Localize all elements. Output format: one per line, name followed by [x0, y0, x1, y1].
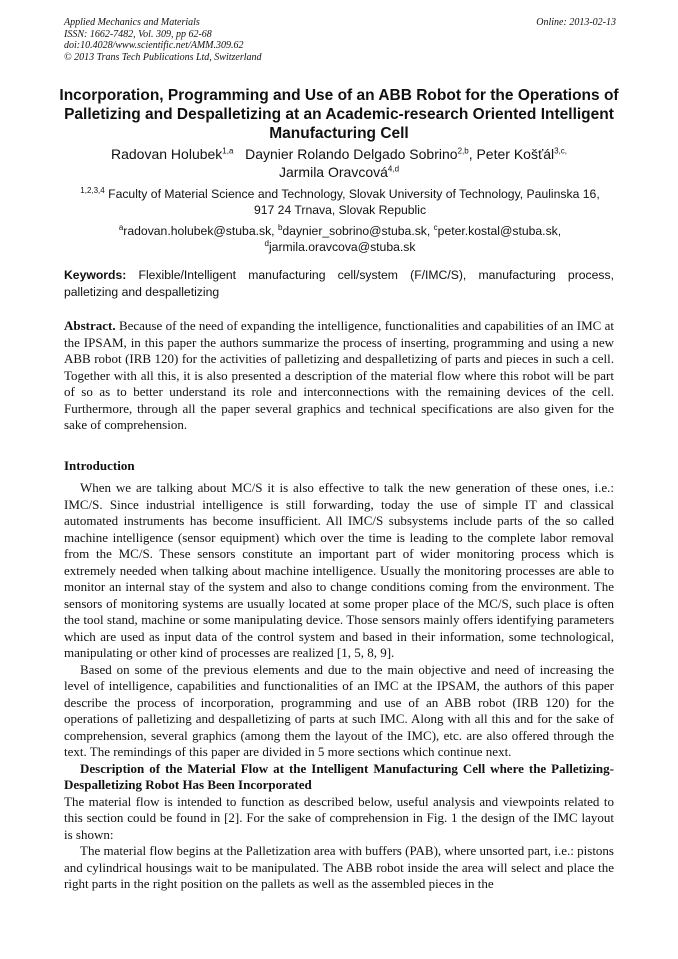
journal-name: Applied Mechanics and Materials [64, 17, 200, 28]
email-address[interactable]: radovan.holubek@stuba.sk, [123, 224, 278, 238]
copyright-line: © 2013 Trans Tech Publications Ltd, Switzerland [64, 51, 262, 63]
author-superscript: 4,d [387, 164, 400, 174]
keywords-text: Flexible/Intelligent manufacturing cell/system (F/IMC/S), manufacturing process, palletizing and despalletizing [64, 268, 614, 299]
email-address[interactable]: daynier_sobrino@stuba.sk, [282, 224, 434, 238]
email-superscript: c [433, 222, 438, 232]
abstract [64, 318, 614, 434]
issn-line: ISSN: 1662-7482, Vol. 309, pp 62-68 [64, 28, 212, 40]
email-address[interactable]: peter.kostal@stuba.sk, [437, 224, 562, 238]
author-superscript: 3,c, [554, 146, 567, 156]
author-name: Jarmila Oravcová [278, 164, 388, 180]
paragraph: When we are talking about MC/S it is also effective to talk the new generation of these ones, i.e.: IMC/S. Since industrial intelligence is still forwarding, today the use of simple IT and classical automated instruments has become insufficient. All IMC/S subsystems include parts of the so called machine intelligence (sensor equipment) which over the time is leading to the complete labor removal from the MC/S. These sensors constitute an important part of wider monitoring process which is extremely needed when talking about machine intelligence. Usually the monitoring processes are able to monitor an internal stay of the system and also to change conditions coming from the environment. The sensors of monitoring systems are usually located at some proper place of the MC/S, such place is often the tool stand, machine or some manipulating device. Those sensors mainly offers identifying parameters which are used as input data of the control system and based in their information, some technological, manipulating or other kind of processes are realized [1, 5, 8, 9]. [64, 480, 614, 660]
affiliation-line: 917 24 Trnava, Slovak Republic [253, 203, 427, 217]
paper-title: Incorporation, Programming and Use of an ABB Robot for the Operations of Palletizing and Despalletizing at an Academic-research Oriented Intelligent Manufacturing Cell [59, 87, 619, 142]
journal-header [64, 17, 616, 63]
author-name: Peter Košťál [476, 146, 555, 162]
abstract-text: Because of the need of expanding the intelligence, functionalities and capabilities of an IMC at the IPSAM, in this paper the authors summarize the process of inserting, programming and using a new ABB robot (IRB 120) for the activities of palletizing and despalletizing of parts and pieces in such a cell. Together with all this, it is also presented a description of the material flow where this robot will be part of so as to better understand its role and interconnections with the remaining devices of the cell. Furthermore, through all the paper several graphics and technical specifications are also given for the sake of comprehension. [64, 318, 614, 432]
author-superscript: 1,a [222, 146, 234, 156]
online-date: Online: 2013-02-13 [536, 17, 616, 28]
abstract-label: Abstract. [64, 318, 116, 333]
section-heading: Description of the Material Flow at the Intelligent Manufacturing Cell where the Palletizing-Despalletizing Robot Has Been Incorporated [64, 760, 614, 792]
keywords-label: Keywords: [64, 268, 127, 282]
author-name: Daynier Rolando Delgado Sobrino [245, 146, 458, 162]
author-superscript: 2,b [457, 146, 469, 156]
affiliation-line: Faculty of Material Science and Technology, Slovak University of Technology, Paulinska 16, [104, 187, 600, 201]
affiliation [64, 186, 616, 218]
paragraph: The material flow is intended to function as described below, useful analysis and viewpoints related to this section could be found in [2]. For the sake of comprehension in Fig. 1 the design of the IMC layout is shown: [64, 793, 614, 842]
email-address[interactable]: jarmila.oravcova@stuba.sk [268, 240, 416, 254]
keywords [64, 267, 614, 301]
introduction-body [64, 480, 614, 893]
email-superscript: a [118, 222, 124, 232]
doi-line: doi:10.4028/www.scientific.net/AMM.309.62 [64, 40, 244, 51]
author-list: Radovan Holubek$^{1,a}$ Daynier Rolando Delgado Sobrino$^{2,b}$, Peter Košťál$^{3,c,}$ Jarmila Oravcová$^{4,d}$ [111, 146, 567, 180]
paragraph: The material flow begins at the Palletization area with buffers (PAB), where unsorted part, i.e.: pistons and cylindrical housings wait to be manipulated. The ABB robot inside the area will select and place the right parts in the right position on the pallets as well as the assembled pieces in the [64, 843, 614, 891]
email-superscript: b [277, 222, 283, 232]
affiliation-superscript: 1,2,3,4 [80, 185, 105, 195]
email-list [64, 223, 616, 255]
introduction-heading: Introduction [64, 458, 135, 473]
paragraph: Based on some of the previous elements and due to the main objective and need of increasing the level of intelligence, capabilities and functionalities of an IMC at the IPSAM, the authors of this paper describe the process of incorporation, programming and use of an ABB robot (IRB 120) for the operations of palletizing and despalletizing of parts at such IMC. Along with all this and for the sake of comprehension, several graphics (among them the layout of the IMC), etc. are also offered through the text. The remindings of this paper are divided in 5 more sections which continue next. [64, 661, 614, 759]
email-superscript: d [264, 238, 269, 248]
author-name: Radovan Holubek [111, 146, 223, 162]
